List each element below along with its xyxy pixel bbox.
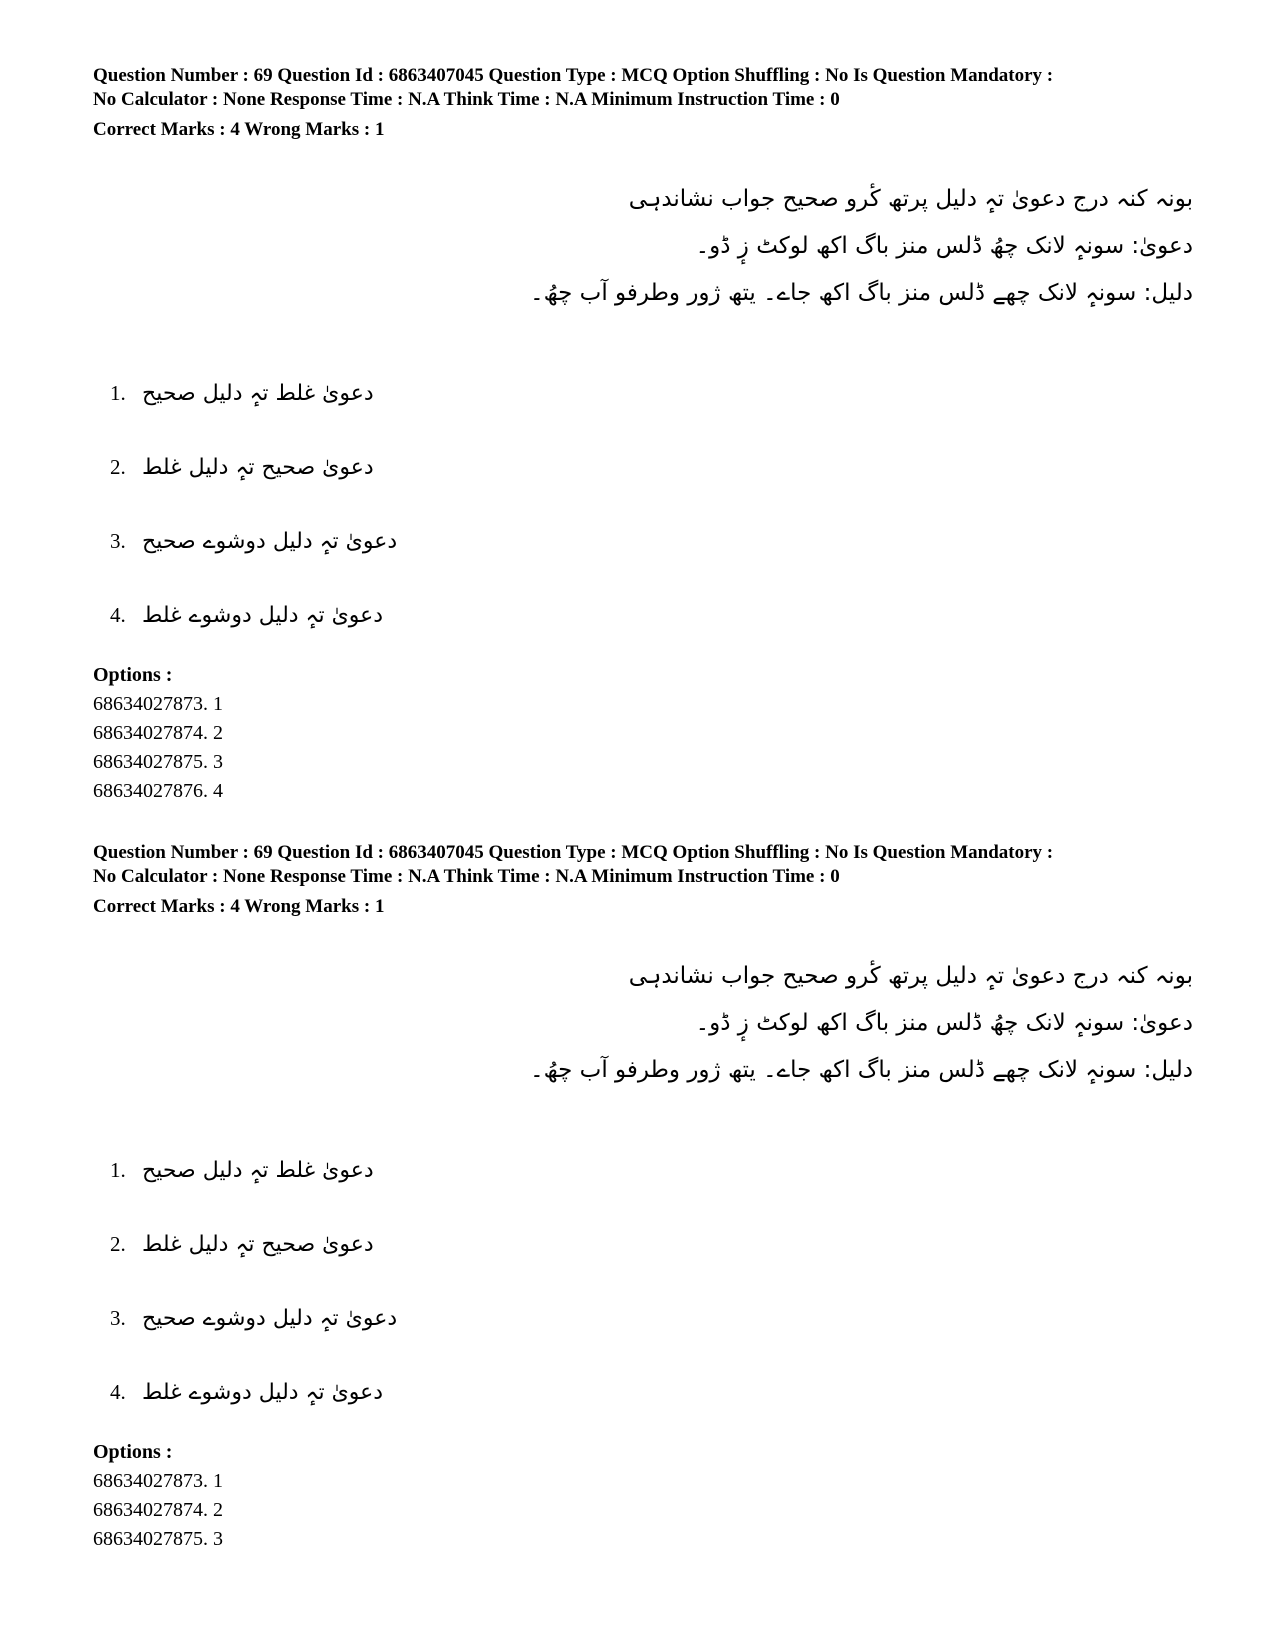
question-text-line: دعویٰ: سونہٕ لانک چھُ ڈلس منز باگ اکھ لوکٹ زٕ ڈو۔: [695, 233, 1193, 259]
choice-text: دعویٰ غلط تہٕ دلیل صحیح: [142, 380, 374, 406]
choice-number: 3.: [110, 528, 126, 553]
answer-choice: [110, 578, 510, 652]
choice-text: دعویٰ تہٕ دلیل دوشوے صحیح: [142, 528, 398, 554]
question-meta-line-2: No Calculator : None Response Time : N.A Think Time : N.A Minimum Instruction Time : 0: [93, 89, 840, 110]
answer-choice: [110, 356, 510, 430]
choice-text: دعویٰ تہٕ دلیل دوشوے صحیح: [142, 1305, 398, 1331]
choice-text: دعویٰ صحیح تہٕ دلیل غلط: [142, 454, 374, 480]
options-list: [93, 690, 223, 806]
option-id: 68634027874. 2: [93, 1499, 223, 1521]
choice-number: 4.: [110, 1379, 126, 1404]
question-meta-line-2: No Calculator : None Response Time : N.A Think Time : N.A Minimum Instruction Time : 0: [93, 866, 840, 887]
answer-choices: [110, 1133, 510, 1429]
question-text-line: بونہ کنہ درج دعویٰ تہٕ دلیل پرتھ کٔرو صحیح جواب نشاندہی: [628, 963, 1193, 989]
choice-text: دعویٰ تہٕ دلیل دوشوے غلط: [142, 1379, 384, 1405]
options-list: [93, 1467, 223, 1554]
options-label: Options :: [93, 1441, 173, 1463]
answer-choice: [110, 1133, 510, 1207]
answer-choice: [110, 430, 510, 504]
choice-number: 4.: [110, 602, 126, 627]
question-block: [93, 841, 1193, 1550]
question-text-line: بونہ کنہ درج دعویٰ تہٕ دلیل پرتھ کٔرو صحیح جواب نشاندہی: [628, 186, 1193, 212]
question-text: [530, 176, 1193, 317]
option-id: 68634027876. 4: [93, 780, 223, 802]
question-text-line: دعویٰ: سونہٕ لانک چھُ ڈلس منز باگ اکھ لوکٹ زٕ ڈو۔: [695, 1010, 1193, 1036]
question-text-line: دلیل: سونہٕ لانک چھے ڈلس منز باگ اکھ جاے۔ یتھ ژور وطرفو آب چھُ۔: [530, 1057, 1193, 1083]
question-text-line: دلیل: سونہٕ لانک چھے ڈلس منز باگ اکھ جاے۔ یتھ ژور وطرفو آب چھُ۔: [530, 280, 1193, 306]
option-id: 68634027873. 1: [93, 693, 223, 715]
option-id: 68634027874. 2: [93, 722, 223, 744]
choice-number: 1.: [110, 1157, 126, 1182]
question-meta-line-1: Question Number : 69 Question Id : 6863407045 Question Type : MCQ Option Shuffling : No Is Question Mandatory :: [93, 65, 1054, 86]
marks-line: Correct Marks : 4 Wrong Marks : 1: [93, 119, 385, 140]
choice-number: 1.: [110, 380, 126, 405]
answer-choices: [110, 356, 510, 652]
marks-line: Correct Marks : 4 Wrong Marks : 1: [93, 896, 385, 917]
choice-number: 2.: [110, 1231, 126, 1256]
option-id: 68634027875. 3: [93, 1528, 223, 1550]
choice-text: دعویٰ غلط تہٕ دلیل صحیح: [142, 1157, 374, 1183]
answer-choice: [110, 1281, 510, 1355]
option-id: 68634027873. 1: [93, 1470, 223, 1492]
choice-text: دعویٰ صحیح تہٕ دلیل غلط: [142, 1231, 374, 1257]
choice-number: 2.: [110, 454, 126, 479]
answer-choice: [110, 1207, 510, 1281]
choice-text: دعویٰ تہٕ دلیل دوشوے غلط: [142, 602, 384, 628]
choice-number: 3.: [110, 1305, 126, 1330]
answer-choice: [110, 1355, 510, 1429]
option-id: 68634027875. 3: [93, 751, 223, 773]
question-block: [93, 64, 1193, 802]
options-label: Options :: [93, 664, 173, 686]
answer-choice: [110, 504, 510, 578]
question-meta-line-1: Question Number : 69 Question Id : 6863407045 Question Type : MCQ Option Shuffling : No Is Question Mandatory :: [93, 842, 1054, 863]
question-text: [530, 953, 1193, 1094]
